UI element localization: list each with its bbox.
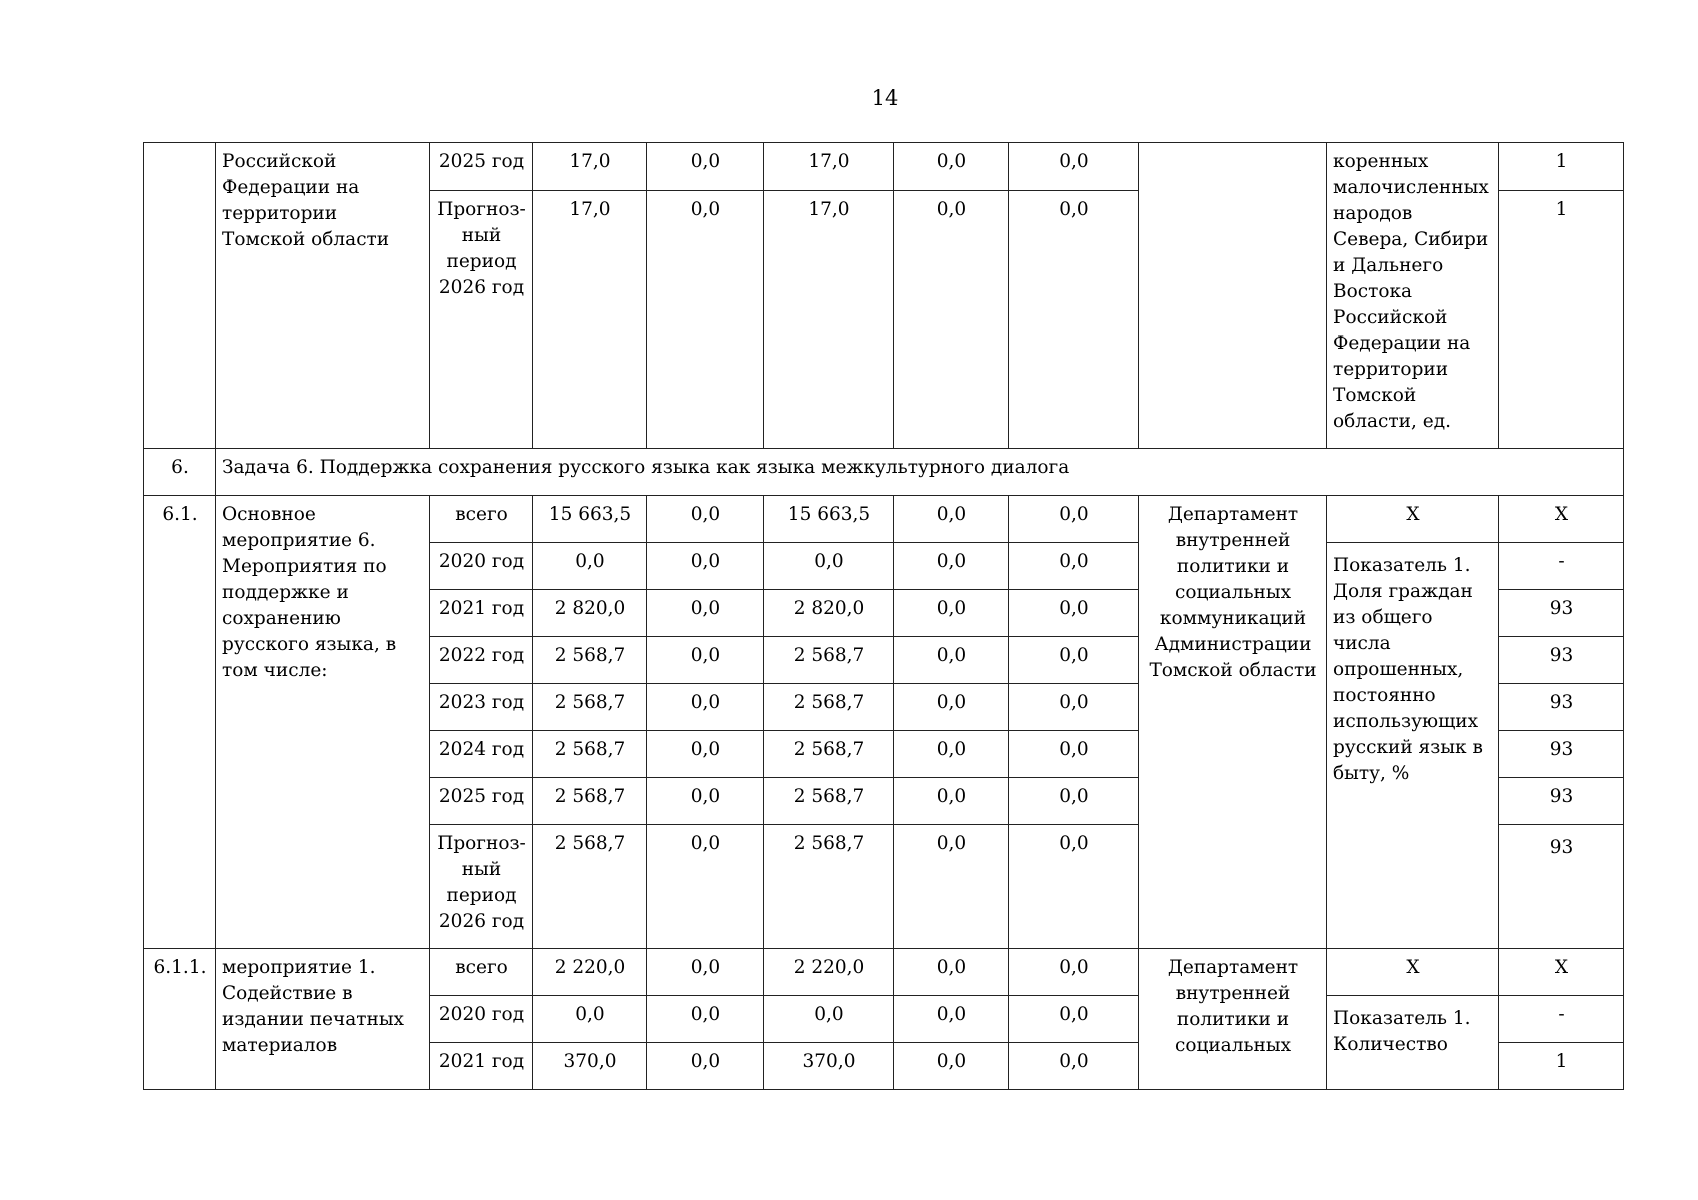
table-row <box>144 143 1624 191</box>
period-cell: всего <box>430 949 533 996</box>
period-cell: Прогноз-ный период 2026 год <box>430 825 533 949</box>
period-cell: 2024 год <box>430 731 533 778</box>
value-federal: 0,0 <box>647 731 764 778</box>
value-total: 17,0 <box>533 191 647 449</box>
period-cell: 2020 год <box>430 543 533 590</box>
value-local: 0,0 <box>894 778 1009 825</box>
value-regional: 15 663,5 <box>764 496 894 543</box>
target-value: 1 <box>1499 1043 1624 1090</box>
event-name-cell: Российской Федерации на территории Томской области <box>216 143 430 449</box>
target-value: 93 <box>1499 590 1624 637</box>
event-name-cell: Основное мероприятие 6. Мероприятия по поддержке и сохранению русского языка, в том числе: <box>216 496 430 949</box>
target-value: - <box>1499 543 1624 590</box>
value-local: 0,0 <box>894 949 1009 996</box>
value-regional: 0,0 <box>764 543 894 590</box>
value-local: 0,0 <box>894 996 1009 1043</box>
event-number: 6.1. <box>144 496 216 949</box>
value-federal: 0,0 <box>647 684 764 731</box>
value-total: 2 568,7 <box>533 778 647 825</box>
value-federal: 0,0 <box>647 590 764 637</box>
value-regional: 2 568,7 <box>764 825 894 949</box>
program-table <box>143 142 1624 1090</box>
value-local: 0,0 <box>894 684 1009 731</box>
value-local: 0,0 <box>894 496 1009 543</box>
event-number: 6.1.1. <box>144 949 216 1090</box>
value-federal: 0,0 <box>647 825 764 949</box>
indicator-cell: Показатель 1. Количество <box>1327 996 1499 1090</box>
target-value: 93 <box>1499 825 1624 949</box>
event-name-cell: мероприятие 1. Содействие в издании печатных материалов <box>216 949 430 1090</box>
value-other: 0,0 <box>1009 143 1139 191</box>
value-federal: 0,0 <box>647 191 764 449</box>
period-cell: 2022 год <box>430 637 533 684</box>
value-total: 370,0 <box>533 1043 647 1090</box>
value-total: 17,0 <box>533 143 647 191</box>
executor-cell: Департамент внутренней политики и социальных <box>1139 949 1327 1090</box>
indicator-cell: Показатель 1. Доля граждан из общего числа опрошенных, постоянно использующих русский язык в быту, % <box>1327 543 1499 949</box>
value-other: 0,0 <box>1009 590 1139 637</box>
period-cell: 2021 год <box>430 1043 533 1090</box>
task-row <box>144 449 1624 496</box>
value-other: 0,0 <box>1009 949 1139 996</box>
target-value: 93 <box>1499 637 1624 684</box>
target-value: 93 <box>1499 731 1624 778</box>
target-value: Х <box>1499 496 1624 543</box>
executor-cell <box>1139 143 1327 449</box>
period-cell: 2025 год <box>430 778 533 825</box>
value-regional: 2 568,7 <box>764 778 894 825</box>
value-local: 0,0 <box>894 1043 1009 1090</box>
table-row <box>144 496 1624 543</box>
value-regional: 2 568,7 <box>764 637 894 684</box>
value-local: 0,0 <box>894 543 1009 590</box>
indicator-header-cell: Х <box>1327 949 1499 996</box>
indicator-header-cell: Х <box>1327 496 1499 543</box>
value-other: 0,0 <box>1009 684 1139 731</box>
value-regional: 0,0 <box>764 996 894 1043</box>
value-total: 2 568,7 <box>533 731 647 778</box>
period-cell: 2021 год <box>430 590 533 637</box>
value-total: 0,0 <box>533 543 647 590</box>
period-cell: Прогноз-ный период 2026 год <box>430 191 533 449</box>
table-row <box>144 949 1624 996</box>
task-number: 6. <box>144 449 216 496</box>
executor-cell: Департамент внутренней политики и социальных коммуникаций Администрации Томской области <box>1139 496 1327 949</box>
value-other: 0,0 <box>1009 191 1139 449</box>
period-cell: 2025 год <box>430 143 533 191</box>
period-cell: 2020 год <box>430 996 533 1043</box>
value-regional: 2 568,7 <box>764 684 894 731</box>
value-federal: 0,0 <box>647 1043 764 1090</box>
target-value: 93 <box>1499 778 1624 825</box>
value-federal: 0,0 <box>647 778 764 825</box>
value-total: 15 663,5 <box>533 496 647 543</box>
value-regional: 17,0 <box>764 143 894 191</box>
target-value: 93 <box>1499 684 1624 731</box>
value-federal: 0,0 <box>647 496 764 543</box>
value-other: 0,0 <box>1009 637 1139 684</box>
value-total: 2 820,0 <box>533 590 647 637</box>
value-local: 0,0 <box>894 590 1009 637</box>
value-total: 0,0 <box>533 996 647 1043</box>
value-federal: 0,0 <box>647 949 764 996</box>
value-regional: 2 220,0 <box>764 949 894 996</box>
value-other: 0,0 <box>1009 825 1139 949</box>
value-local: 0,0 <box>894 731 1009 778</box>
value-regional: 17,0 <box>764 191 894 449</box>
value-regional: 2 820,0 <box>764 590 894 637</box>
value-local: 0,0 <box>894 637 1009 684</box>
value-federal: 0,0 <box>647 543 764 590</box>
value-other: 0,0 <box>1009 496 1139 543</box>
value-local: 0,0 <box>894 191 1009 449</box>
value-federal: 0,0 <box>647 143 764 191</box>
value-total: 2 568,7 <box>533 825 647 949</box>
target-value: 1 <box>1499 143 1624 191</box>
value-other: 0,0 <box>1009 731 1139 778</box>
target-value: Х <box>1499 949 1624 996</box>
value-federal: 0,0 <box>647 637 764 684</box>
value-other: 0,0 <box>1009 996 1139 1043</box>
period-cell: 2023 год <box>430 684 533 731</box>
value-regional: 370,0 <box>764 1043 894 1090</box>
row-number-cell <box>144 143 216 449</box>
target-value: - <box>1499 996 1624 1043</box>
indicator-cell: коренных малочисленных народов Севера, Сибири и Дальнего Востока Российской Федерации на территории Томской области, ед. <box>1327 143 1499 449</box>
task-title: Задача 6. Поддержка сохранения русского языка как языка межкультурного диалога <box>216 449 1624 496</box>
value-total: 2 220,0 <box>533 949 647 996</box>
value-other: 0,0 <box>1009 778 1139 825</box>
value-other: 0,0 <box>1009 543 1139 590</box>
value-total: 2 568,7 <box>533 684 647 731</box>
period-cell: всего <box>430 496 533 543</box>
target-value: 1 <box>1499 191 1624 449</box>
page-number: 14 <box>871 86 899 110</box>
value-federal: 0,0 <box>647 996 764 1043</box>
value-local: 0,0 <box>894 143 1009 191</box>
value-local: 0,0 <box>894 825 1009 949</box>
value-other: 0,0 <box>1009 1043 1139 1090</box>
value-total: 2 568,7 <box>533 637 647 684</box>
value-regional: 2 568,7 <box>764 731 894 778</box>
